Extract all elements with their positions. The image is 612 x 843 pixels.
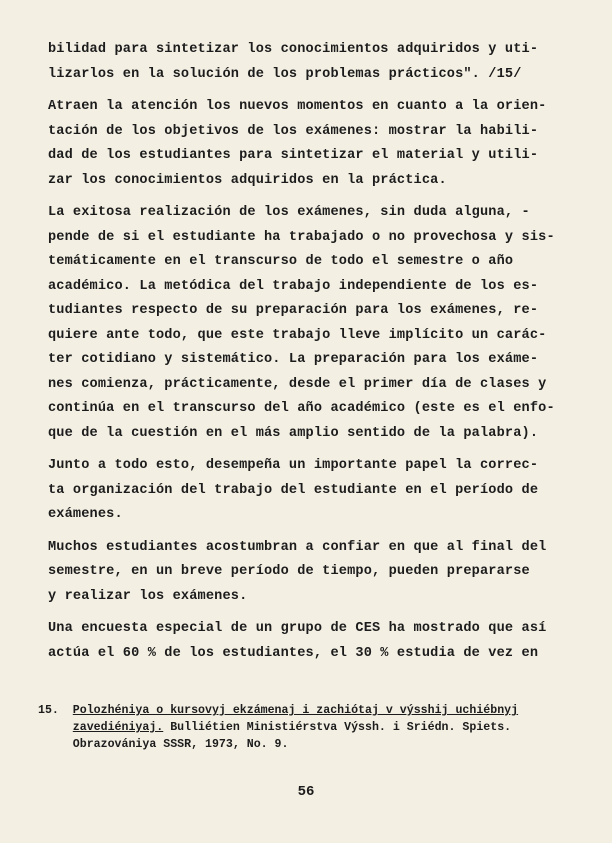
text-line: temáticamente en el transcurso de todo el semestre o año [48, 254, 514, 269]
footnote [38, 702, 598, 753]
paragraph-5 [48, 536, 588, 610]
text-line: que de la cuestión en el más amplio sentido de la palabra). [48, 425, 539, 441]
text-line: Una encuesta especial de un grupo de CES ha mostrado que así [48, 621, 547, 636]
paragraph-1 [48, 38, 588, 87]
text-line: bilidad para sintetizar los conocimientos adquiridos y uti- [48, 42, 539, 57]
text-line: quiere ante todo, que este trabajo lleve implícito un carác- [48, 327, 547, 343]
footnote-title-end: zavediéniyaj. [72, 721, 164, 734]
footnote-line-2 [38, 719, 598, 736]
text-line: Junto a todo esto, desempeña un importante papel la correc- [48, 458, 539, 473]
text-line: nes comienza, prácticamente, desde el primer día de clases y [48, 376, 547, 392]
text-line: Muchos estudiantes acostumbran a confiar en que al final del [48, 539, 547, 555]
text-line: ter cotidiano y sistemático. La preparación para los exáme- [48, 352, 539, 367]
text-line: y realizar los exámenes. [48, 588, 248, 604]
footnote-number: 15. [38, 704, 59, 717]
text-line: dad de los estudiantes para sintetizar el material y utili- [48, 148, 539, 163]
text-line: zar los conocimientos adquiridos en la práctica. [48, 172, 447, 188]
text-line: actúa el 60 % de los estudiantes, el 30 % estudia de vez en [48, 645, 539, 661]
text-line: tación de los objetivos de los exámenes: mostrar la habili- [48, 123, 539, 139]
footnote-source: Bulliétien Ministiérstva Výssh. i Sriédn. Spiets. [163, 721, 512, 734]
footnote-source-end: Obrazovániya SSSR, 1973, No. 9. [72, 738, 289, 751]
text-line: La exitosa realización de los exámenes, sin duda alguna, - [48, 205, 530, 220]
text-line: ta organización del trabajo del estudiante en el período de [48, 482, 539, 498]
page-number: 56 [297, 784, 315, 800]
text-line: exámenes. [48, 507, 123, 522]
text-line: pende de si el estudiante ha trabajado o no provechosa y sis- [48, 229, 555, 245]
text-line: Atraen la atención los nuevos momentos en cuanto a la orien- [48, 99, 547, 114]
body-text [48, 38, 588, 674]
paragraph-2 [48, 95, 588, 193]
text-line: lizarlos en la solución de los problemas prácticos". /15/ [48, 66, 522, 82]
paragraph-3 [48, 201, 588, 446]
paragraph-4 [48, 454, 588, 528]
footnote-title: Polozhéniya o kursovyj ekzámenaj i zachiótaj v výsshij uchiébnyj [72, 704, 519, 717]
text-line: semestre, en un breve período de tiempo, pueden prepararse [48, 564, 530, 579]
footnote-line-3 [38, 736, 598, 753]
paragraph-6 [48, 617, 588, 666]
text-line: continúa en el transcurso del año académico (este es el enfo- [48, 401, 555, 416]
text-line: tudiantes respecto de su preparación para los exámenes, re- [48, 303, 539, 318]
footnote-line-1 [38, 702, 598, 719]
text-line: académico. La metódica del trabajo independiente de los es- [48, 278, 539, 294]
